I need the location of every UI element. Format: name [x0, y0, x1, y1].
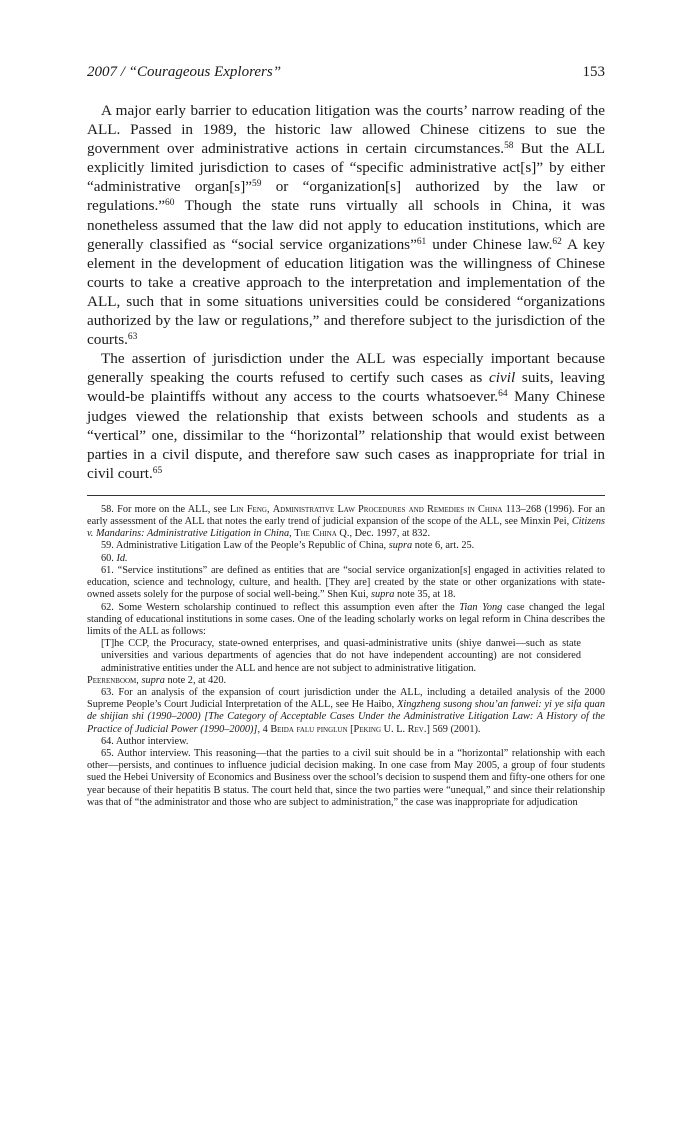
text-run: U. L. — [381, 723, 408, 735]
author-name: Peerenboom — [87, 674, 137, 686]
text-run: under Chinese law. — [426, 235, 553, 253]
footnote-ref: 62 — [552, 236, 562, 247]
block-quote: [T]he CCP, the Procuracy, state-owned enterprises, and quasi-administrative units (shiye danwei—such as state universities and various departments of agencies that do not have independent accounting) are not considered administrative entities under the ALL and hence are not subject to administrative litigation. — [101, 638, 581, 674]
text-run: 59. Administrative Litigation Law of the People’s Republic of China, — [101, 540, 389, 552]
footnote-ref: 64 — [498, 389, 508, 400]
text-run: 63. For an analysis of the expansion of court jurisdiction under the ALL, including a detailed analysis of the 2000 Supreme People’s Court Judicial Interpretation of the ALL, see He Haibo, — [87, 686, 605, 711]
author-name: Lin Feng — [229, 503, 267, 515]
body-paragraph — [87, 349, 605, 483]
footnote-ref: 63 — [127, 331, 138, 342]
text-run: , Dec. 1997, at 832. — [349, 528, 431, 540]
footnotes — [87, 504, 605, 809]
running-head — [87, 64, 605, 86]
journal-title: Peking — [353, 723, 382, 735]
text-run: The assertion of jurisdiction under the ALL was especially important because generally speaking the courts refused to certify such cases as — [87, 350, 605, 387]
text-run: 65. Author interview. This reasoning—that the parties to a civil suit should be in a “horizontal” relationship with each other—persists, and continues to influence judicial decision making. In one case from May 2005, a group of four students sued the Hebei University of Economics and Business over the school’s decision to suspend them and fifty-one others for one year because of their hepatitis B status. The court held that, since the two parties were “unequal,” and since their relationship was that of “the administrator and those who are subject to administration,” the case was inappropriate for adjudication — [87, 747, 605, 808]
footnote-60 — [87, 553, 605, 565]
journal-page — [87, 64, 605, 809]
text-run: , 4 — [257, 723, 271, 735]
text-run: 64. Author interview. — [101, 735, 189, 747]
text-run: Many Chinese judges viewed the relationship that exists between schools and students as a “vertical” one, dissimilar to the “horizontal” relationship that would exist between parties in a civil dispute, and therefore saw such cases as inappropriate for trial in civil court. — [87, 388, 605, 482]
text-run: 62. Some Western scholarship continued to reflect this assumption even after the — [101, 601, 460, 613]
text-run: note 2, at 420. — [164, 674, 227, 686]
signal-word: Id. — [116, 552, 128, 564]
footnote-separator — [87, 495, 605, 496]
text-run: [ — [347, 723, 354, 735]
journal-title: Rev. — [407, 723, 427, 735]
footnote-61 — [87, 565, 605, 602]
text-run: note 35, at 18. — [394, 589, 456, 601]
text-run: note 6, art. 25. — [412, 540, 475, 552]
journal-title: The China Q. — [294, 528, 350, 540]
text-run: 60. — [101, 552, 117, 564]
block-quote-citation — [87, 675, 605, 687]
page-number: 153 — [582, 64, 605, 80]
footnote-ref: 65 — [152, 465, 163, 476]
footnote-59 — [87, 540, 605, 552]
footnote-62 — [87, 602, 605, 639]
text-run: , — [266, 503, 273, 515]
text-run: or “organization[s] authorized by the law or regulations.” — [87, 178, 605, 215]
journal-title: Beida falu pinglun — [270, 723, 348, 735]
text-run: ] 569 (2001). — [426, 723, 481, 735]
footnote-ref: 59 — [252, 179, 262, 190]
article-title: Citizens v. Mandarins: Administrative Litigation in China — [87, 516, 605, 540]
body-paragraph — [87, 101, 605, 349]
text-run: A major early barrier to education litigation was the courts’ narrow reading of the ALL. Passed in 1989, the historic law allowed Chinese citizens to sue the government over administrative actions in certain circumstances. — [87, 102, 605, 158]
footnote-ref: 61 — [416, 236, 427, 247]
footnote-ref: 60 — [165, 198, 175, 209]
text-run: Though the state runs virtually all schools in China, it was nonetheless assumed that the law did not apply to education institutions, which are generally classified as “social service organizations” — [87, 197, 605, 253]
signal-word: supra — [370, 589, 395, 601]
running-head-title: 2007 / “Courageous Explorers” — [87, 64, 282, 80]
text-run: 113–268 (1996). For an early assessment of the ALL that notes the early trend of judicial expansion of the scope of the ALL, see Minxin Pei, — [87, 503, 605, 528]
article-title: Xingzheng susong shou’an fanwei: yi ye sifa quan de shijian shi (1990–2000) [The Category of Acceptable Cases Under the Administrative Litigation Law: A History of the Practice of Judicial Power (1990–2000)] — [87, 699, 605, 735]
signal-word: supra — [141, 674, 165, 686]
footnote-63 — [87, 687, 605, 736]
footnote-58 — [87, 504, 605, 541]
emphasis: civil — [489, 369, 516, 387]
text-run: But the ALL explicitly limited jurisdiction to cases of “specific administrative act[s]” by either “administrative organ[s]” — [87, 140, 605, 196]
footnote-65 — [87, 748, 605, 809]
text-run: , — [289, 528, 295, 540]
body-text — [87, 101, 605, 483]
text-run: 61. “Service institutions” are defined as entities that are “social service organization[s] engaged in activities related to education, science and technology, culture, and health. [They are] created by the state or other organizations with state-owned assets solely for the purpose of social well-being.” Shen Kui, — [87, 564, 605, 601]
text-run: A key element in the development of education litigation was the willingness of Chinese courts to take a creative approach to the interpretation and implementation of the ALL, such that in some situations universities could be considered “organizations authorized by the law or regulations,” and therefore subject to the jurisdiction of the courts. — [87, 235, 605, 349]
text-run: suits, leaving would-be plaintiffs without any access to the courts whatsoever. — [87, 369, 605, 406]
text-run: , — [136, 674, 142, 686]
text-run: 58. For more on the ALL, see — [101, 503, 230, 515]
footnote-ref: 58 — [504, 141, 514, 152]
text-run: case changed the legal standing of educational institutions in some cases. One of the leading scholarly works on legal reform in China describes the limits of the ALL as follows: — [87, 601, 605, 637]
footnote-64 — [87, 736, 605, 748]
book-title: Administrative Law Procedures and Remedies in China — [272, 503, 503, 515]
case-name: Tian Yong — [459, 601, 503, 613]
signal-word: supra — [388, 540, 413, 552]
